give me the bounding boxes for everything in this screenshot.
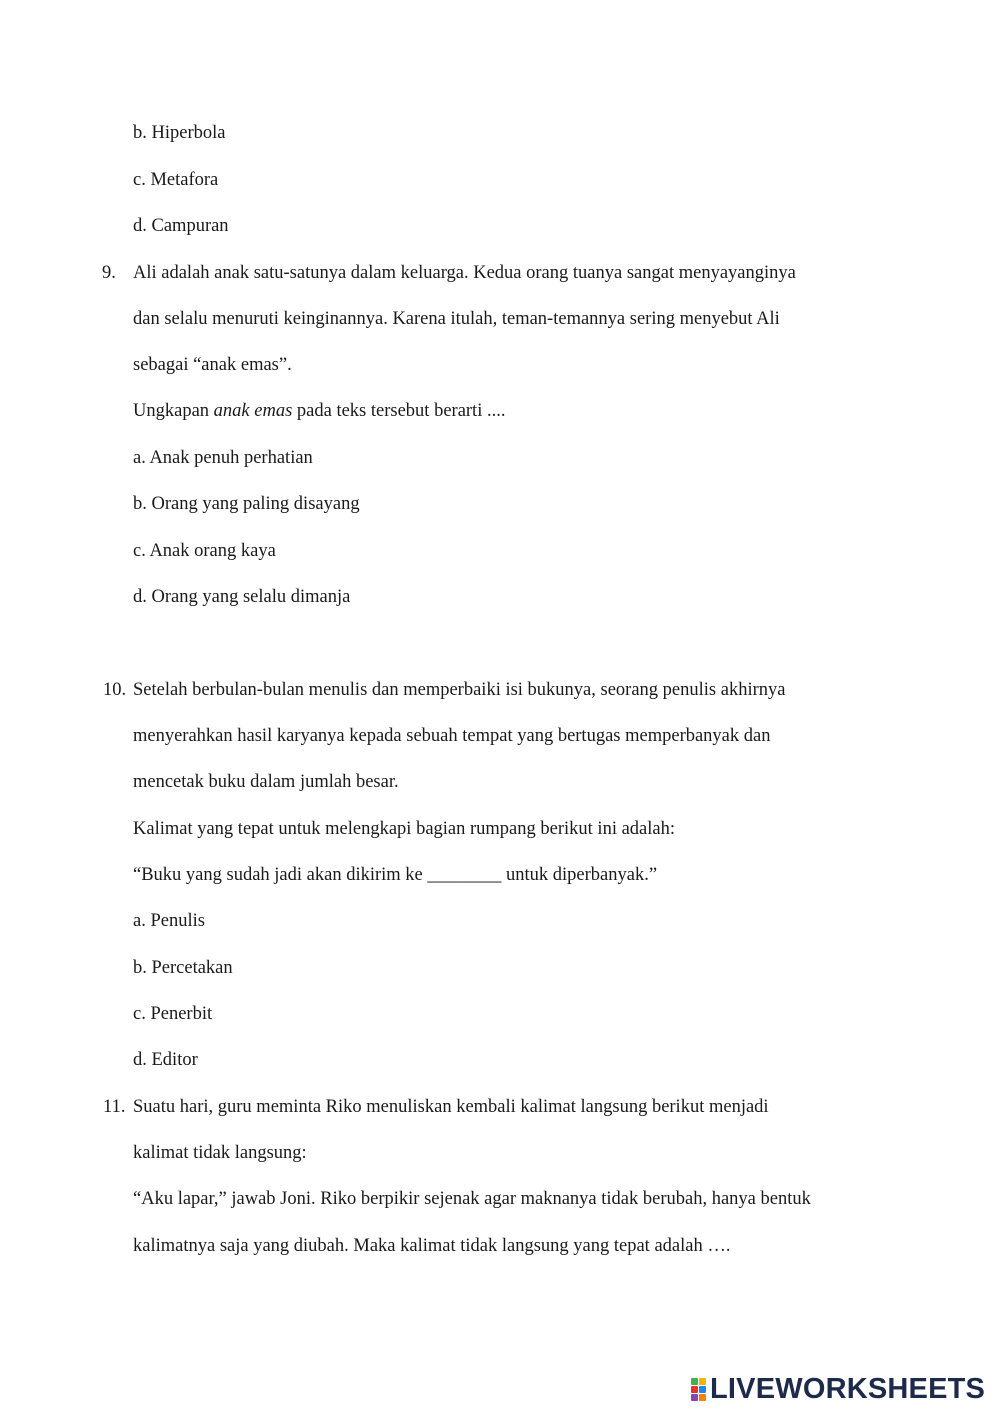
logo-text: LIVEWORKSHEETS: [710, 1372, 986, 1405]
logo-square: [691, 1386, 698, 1393]
q11-number: 11.: [103, 1097, 126, 1117]
q9-prompt-italic: anak emas: [213, 401, 293, 421]
q9-text-line: sebagai “anak emas”.: [133, 355, 292, 375]
q9-option-d: d. Orang yang selalu dimanja: [133, 587, 351, 607]
q10-sentence: “Buku yang sudah jadi akan dikirim ke ________ untuk diperbanyak.”: [133, 865, 658, 885]
q10-prompt: Kalimat yang tepat untuk melengkapi bagian rumpang berikut ini adalah:: [133, 819, 675, 839]
q9-number: 9.: [102, 263, 116, 283]
q10-option-d: d. Editor: [133, 1050, 198, 1070]
q9-option-b: b. Orang yang paling disayang: [133, 494, 360, 514]
q11-text-line: kalimat tidak langsung:: [133, 1143, 307, 1163]
q10-number: 10.: [103, 680, 127, 700]
liveworksheets-grid-icon: [691, 1378, 706, 1401]
q8-option-b: b. Hiperbola: [133, 123, 226, 143]
q10-text-line: mencetak buku dalam jumlah besar.: [133, 772, 399, 792]
logo-square: [691, 1378, 698, 1385]
q10-option-b: b. Percetakan: [133, 958, 233, 978]
logo-square: [699, 1378, 706, 1385]
q10-text-line: menyerahkan hasil karyanya kepada sebuah tempat yang bertugas memperbanyak dan: [133, 726, 771, 746]
q8-option-c: c. Metafora: [133, 170, 219, 190]
q9-text-line: Ali adalah anak satu-satunya dalam keluarga. Kedua orang tuanya sangat menyayanginya: [133, 263, 796, 283]
q9-prompt-before: Ungkapan: [133, 401, 214, 421]
q9-text-line: dan selalu menuruti keinginannya. Karena itulah, teman-temannya sering menyebut Ali: [133, 309, 780, 329]
q10-option-c: c. Penerbit: [133, 1004, 213, 1024]
q11-text-line: Suatu hari, guru meminta Riko menuliskan kembali kalimat langsung berikut menjadi: [133, 1097, 769, 1117]
logo-square: [699, 1386, 706, 1393]
q10-text-line: Setelah berbulan-bulan menulis dan memperbaiki isi bukunya, seorang penulis akhirnya: [133, 680, 786, 700]
q9-prompt: [133, 400, 505, 422]
logo-square: [691, 1394, 698, 1401]
q9-prompt-after: pada teks tersebut berarti ....: [292, 401, 506, 421]
logo-square: [699, 1394, 706, 1401]
q9-option-a: a. Anak penuh perhatian: [133, 448, 313, 468]
q10-option-a: a. Penulis: [133, 911, 205, 931]
q11-text-line: kalimatnya saja yang diubah. Maka kalimat tidak langsung yang tepat adalah ….: [133, 1236, 731, 1256]
q9-option-c: c. Anak orang kaya: [133, 541, 276, 561]
q8-option-d: d. Campuran: [133, 216, 229, 236]
q11-text-line: “Aku lapar,” jawab Joni. Riko berpikir sejenak agar maknanya tidak berubah, hanya bentuk: [133, 1189, 811, 1209]
liveworksheets-logo: [691, 1374, 985, 1404]
